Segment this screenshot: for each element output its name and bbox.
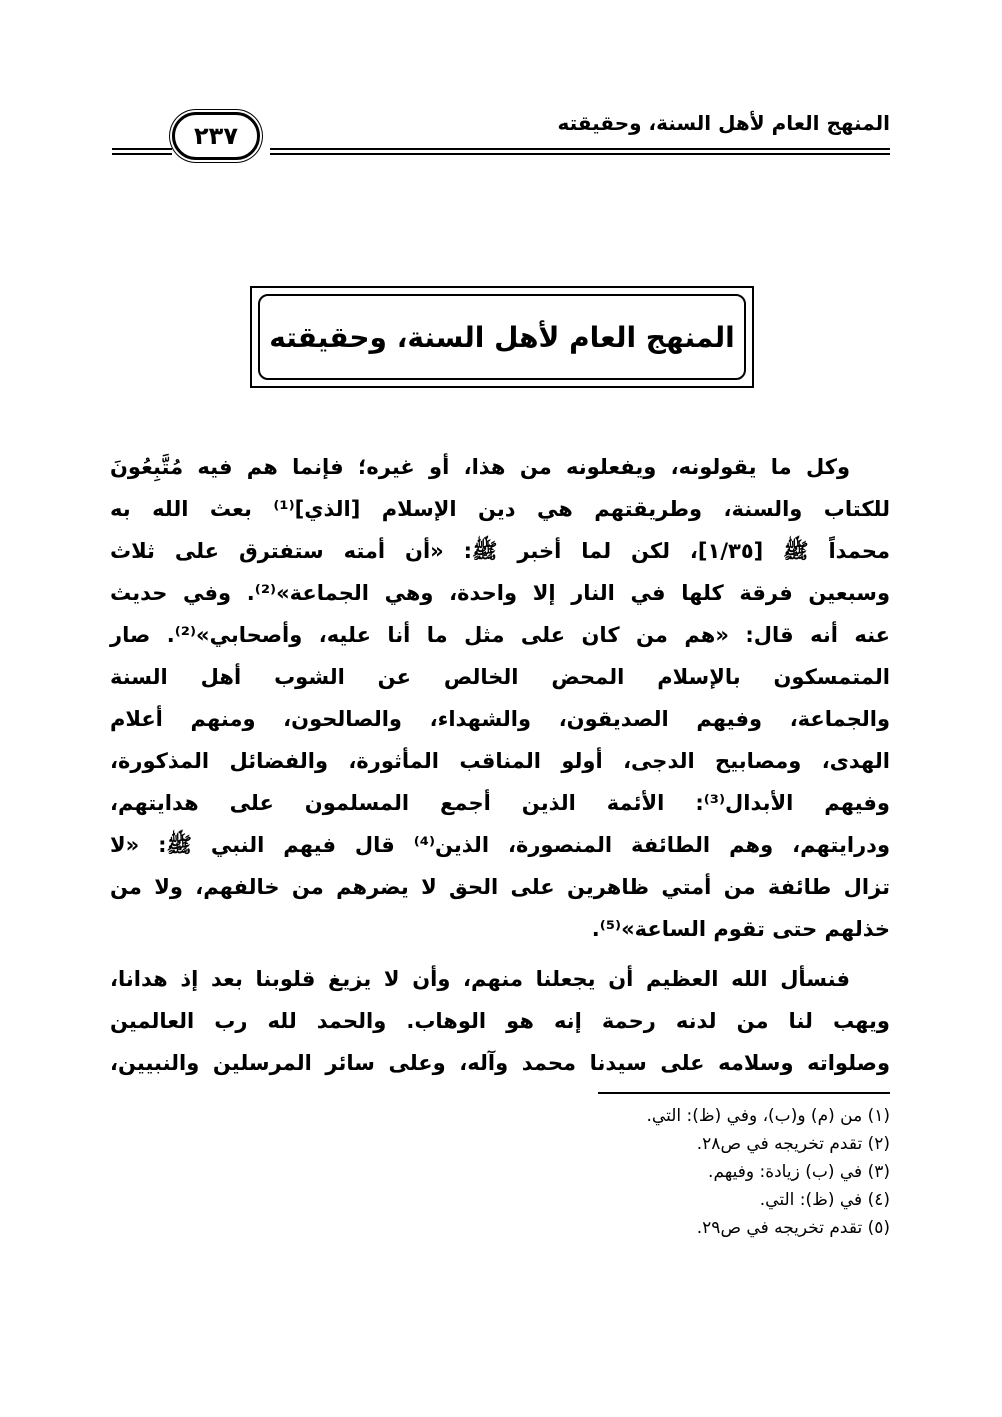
footnote: (٤) في (ظ): التي.: [759, 1190, 890, 1210]
footnote: (٥) تقدم تخريجه في ص٢٩.: [696, 1218, 890, 1238]
footnotes: [110, 1102, 890, 1242]
header-rule: [270, 153, 890, 155]
text-line: خذلهم حتى تقوم الساعة»⁽⁵⁾.: [591, 917, 890, 941]
header-rule: [270, 148, 890, 150]
text-line: ويهب لنا من لدنه رحمة إنه هو الوهاب. والحمد لله رب العالمين: [110, 1009, 890, 1033]
footnote-separator: [598, 1092, 890, 1094]
text-line: الهدى، ومصابيح الدجى، أولو المناقب المأثورة، والفضائل المذكورة،: [110, 749, 890, 773]
header-rule-left: [112, 148, 172, 150]
text-line: وسبعين فرقة كلها في النار إلا واحدة، وهي الجماعة»⁽²⁾. وفي حديث: [110, 581, 890, 605]
footnote: (١) من (م) و(ب)، وفي (ظ): التي.: [646, 1106, 890, 1126]
paragraph-2: [110, 958, 890, 1084]
header-rule-left: [112, 153, 172, 155]
chapter-title-frame: [250, 286, 754, 388]
text-line: وكل ما يقولونه، ويفعلونه من هذا، أو غيره؛ فإنما هم فيه مُتَّبِعُونَ: [110, 455, 850, 479]
text-line: للكتاب والسنة، وطريقتهم هي دين الإسلام [الذي]⁽¹⁾ بعث الله به: [110, 497, 890, 521]
chapter-title: المنهج العام لأهل السنة، وحقيقته: [269, 320, 735, 354]
page-content: [110, 446, 890, 1242]
text-line: تزال طائفة من أمتي ظاهرين على الحق لا يضرهم من خالفهم، ولا من: [110, 875, 890, 899]
footnote: (٢) تقدم تخريجه في ص٢٨.: [696, 1134, 890, 1154]
text-line: المتمسكون بالإسلام المحض الخالص عن الشوب أهل السنة: [110, 665, 890, 689]
text-line: محمداً ﷺ [١/٣٥]، لكن لما أخبر ﷺ: «أن أمته ستفترق على ثلاث: [110, 539, 890, 563]
paragraph-1: [110, 446, 890, 950]
text-line: عنه أنه قال: «هم من كان على مثل ما أنا عليه، وأصحابي»⁽²⁾. صار: [110, 623, 891, 647]
text-line: ودرايتهم، وهم الطائفة المنصورة، الذين⁽⁴⁾ قال فيهم النبي ﷺ: «لا: [110, 833, 890, 857]
text-line: وفيهم الأبدال⁽³⁾: الأئمة الذين أجمع المسلمون على هدايتهم،: [110, 791, 890, 815]
page-number: ٢٣٧: [172, 112, 260, 160]
text-line: وصلواته وسلامه على سيدنا محمد وآله، وعلى سائر المرسلين والنبيين،: [110, 1051, 890, 1075]
running-title: المنهج العام لأهل السنة، وحقيقته: [557, 111, 890, 135]
text-line: والجماعة، وفيهم الصديقون، والشهداء، والصالحون، ومنهم أعلام: [110, 707, 890, 731]
footnote: (٣) في (ب) زيادة: وفيهم.: [708, 1162, 890, 1182]
text-line: فنسأل الله العظيم أن يجعلنا منهم، وأن لا يزيغ قلوبنا بعد إذ هدانا،: [110, 967, 850, 991]
